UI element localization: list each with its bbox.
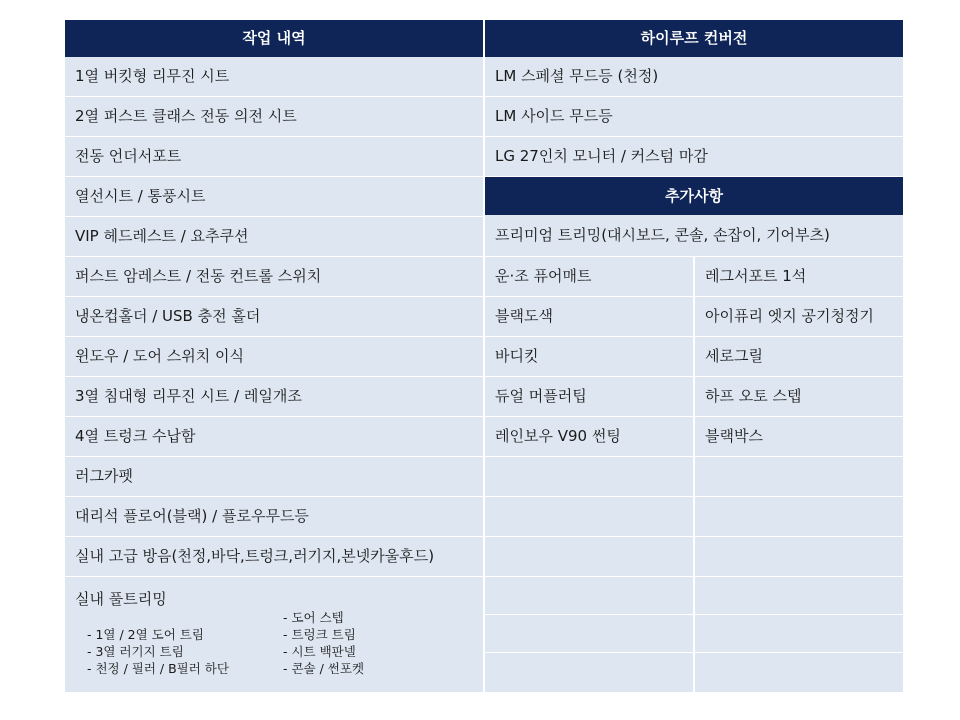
trimming-title: 실내 풀트리밍 bbox=[75, 590, 167, 608]
right-row: LG 27인치 모니터 / 커스텀 마감 bbox=[485, 137, 903, 177]
work-table bbox=[65, 20, 903, 692]
trimming-sub-item: - 트렁크 트림 bbox=[283, 627, 356, 642]
right-row: LM 사이드 무드등 bbox=[485, 97, 903, 137]
left-row: 전동 언더서포트 bbox=[65, 137, 483, 177]
left-row: 3열 침대형 리무진 시트 / 레일개조 bbox=[65, 377, 483, 417]
column-divider bbox=[693, 257, 695, 692]
left-row: 러그카펫 bbox=[65, 457, 483, 497]
left-row: 열선시트 / 통풍시트 bbox=[65, 177, 483, 217]
trimming-sub-item: - 3열 러기지 트림 bbox=[87, 644, 184, 659]
left-row-trimming bbox=[65, 577, 483, 692]
trimming-sub-item: - 시트 백판넬 bbox=[283, 644, 356, 659]
right-pair-right: 블랙박스 bbox=[695, 417, 903, 457]
empty-cell bbox=[485, 577, 693, 615]
left-row: 윈도우 / 도어 스위치 이식 bbox=[65, 337, 483, 377]
trimming-sub-item: - 도어 스텝 bbox=[283, 610, 344, 625]
left-row: 1열 버킷형 리무진 시트 bbox=[65, 57, 483, 97]
trimming-sub-item: - 콘솔 / 썬포켓 bbox=[283, 661, 365, 676]
left-row: 퍼스트 암레스트 / 전동 컨트롤 스위치 bbox=[65, 257, 483, 297]
right-pair-right: 아이퓨리 엣지 공기청정기 bbox=[695, 297, 903, 337]
column-divider bbox=[483, 20, 485, 692]
right-pair-left: 운·조 퓨어매트 bbox=[485, 257, 693, 297]
empty-cell bbox=[485, 653, 693, 692]
left-row: 대리석 플로어(블랙) / 플로우무드등 bbox=[65, 497, 483, 537]
right-pair-left: 듀얼 머플러팁 bbox=[485, 377, 693, 417]
right-pair-left: 블랙도색 bbox=[485, 297, 693, 337]
empty-cell bbox=[695, 457, 903, 497]
empty-cell bbox=[695, 577, 903, 615]
header-work-history: 작업 내역 bbox=[65, 20, 483, 57]
right-pair-right: 레그서포트 1석 bbox=[695, 257, 903, 297]
right-pair-left: 바디킷 bbox=[485, 337, 693, 377]
empty-cell bbox=[695, 497, 903, 537]
left-row: VIP 헤드레스트 / 요추쿠션 bbox=[65, 217, 483, 257]
right-pair-left: 레인보우 V90 썬팅 bbox=[485, 417, 693, 457]
empty-cell bbox=[695, 653, 903, 692]
trimming-sub-item: - 1열 / 2열 도어 트림 bbox=[87, 627, 204, 642]
right-row-premium-trimming: 프리미엄 트리밍(대시보드, 콘솔, 손잡이, 기어부츠) bbox=[485, 215, 903, 257]
empty-cell bbox=[485, 457, 693, 497]
right-pair-right: 하프 오토 스텝 bbox=[695, 377, 903, 417]
right-pair-right: 세로그릴 bbox=[695, 337, 903, 377]
empty-cell bbox=[485, 537, 693, 577]
left-row: 실내 고급 방음(천정,바닥,트렁크,러기지,본넷카울후드) bbox=[65, 537, 483, 577]
right-row: LM 스페셜 무드등 (천정) bbox=[485, 57, 903, 97]
trimming-sub-item: - 천정 / 필러 / B필러 하단 bbox=[87, 661, 229, 676]
empty-cell bbox=[485, 497, 693, 537]
header-additional-items: 추가사항 bbox=[485, 177, 903, 215]
header-high-roof-conversion: 하이루프 컨버전 bbox=[485, 20, 903, 57]
empty-cell bbox=[695, 615, 903, 653]
left-row: 2열 퍼스트 클래스 전동 의전 시트 bbox=[65, 97, 483, 137]
empty-cell bbox=[485, 615, 693, 653]
left-row: 냉온컵홀더 / USB 충전 홀더 bbox=[65, 297, 483, 337]
left-row: 4열 트렁크 수납함 bbox=[65, 417, 483, 457]
empty-cell bbox=[695, 537, 903, 577]
